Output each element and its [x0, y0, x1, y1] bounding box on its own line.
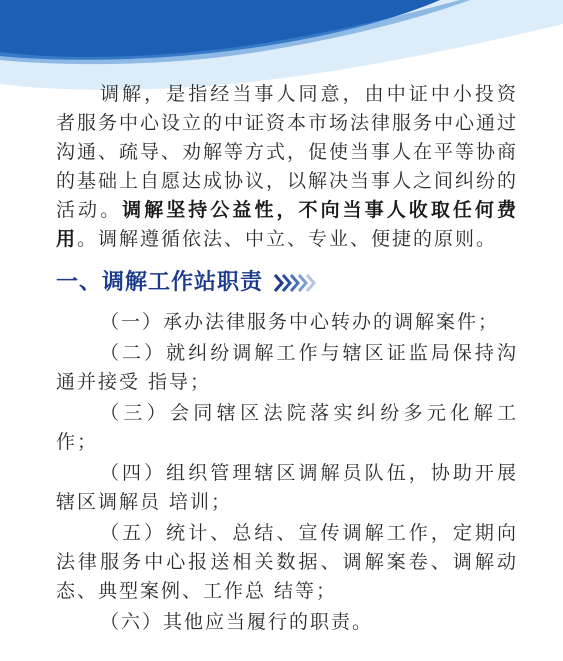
duty-item: （三）会同辖区法院落实纠纷多元化解工作；	[56, 402, 518, 453]
duty-item: （六）其他应当履行的职责。	[100, 611, 374, 633]
chevron-right-icon	[273, 272, 317, 294]
duty-item: （二）就纠纷调解工作与辖区证监局保持沟通并接受 指导；	[56, 342, 518, 393]
intro-emphasis-text: 调解坚持公益性，不向当事人收取任何费用	[56, 199, 518, 250]
section-title-text: 一、调解工作站职责	[56, 270, 264, 295]
intro-text-part2: 。调解遵循依法、中立、专业、便捷的原则。	[77, 228, 498, 250]
intro-text-part1: 调解，是指经当事人同意，由中证中小投资者服务中心设立的中证资本市场法律服务中心通过沟通、疏导、劝解等方式，促使当事人在平等协商的基础上自愿达成协议，以解决当事人之间纠纷的活动。	[56, 83, 519, 221]
intro-paragraph	[56, 80, 518, 254]
duties-list	[56, 308, 518, 637]
section-heading	[56, 268, 518, 298]
duty-item: （四）组织管理辖区调解员队伍，协助开展辖区调解员 培训；	[56, 462, 518, 513]
main-content	[56, 80, 518, 639]
duty-item: （一）承办法律服务中心转办的调解案件；	[100, 311, 500, 333]
duty-item: （五）统计、总结、宣传调解工作，定期向法律服务中心报送相关数据、调解案卷、调解动态、典型案例、工作总 结等；	[56, 522, 518, 602]
